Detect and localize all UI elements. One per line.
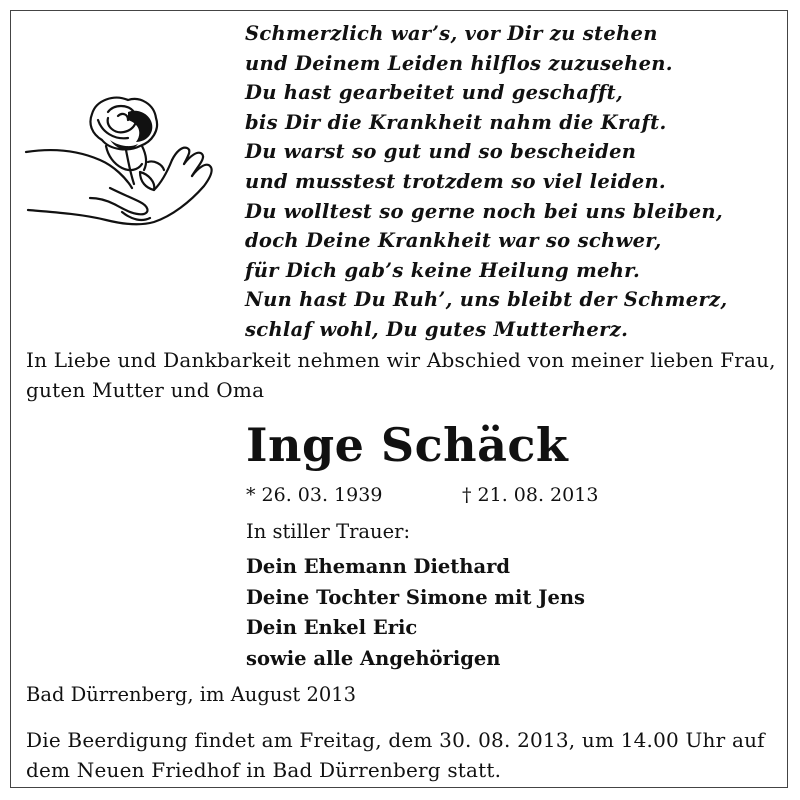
poem-line: für Dich gab’s keine Heilung mehr. [245, 258, 641, 282]
poem-line: bis Dir die Krankheit nahm die Kraft. [245, 110, 667, 134]
funeral-info: Die Beerdigung findet am Freitag, dem 30. 08. 2013, um 14.00 Uhr auf dem Neuen Friedhof in Bad Dürrenberg statt. [26, 728, 765, 782]
poem-line: Du wolltest so gerne noch bei uns bleiben, [245, 199, 723, 223]
mourning-label: In stiller Trauer: [246, 520, 411, 543]
place-date: Bad Dürrenberg, im August 2013 [26, 683, 357, 706]
deceased-name: Inge Schäck [246, 418, 569, 472]
mourner: Dein Enkel Eric [246, 616, 418, 639]
poem [245, 19, 785, 345]
death-date: † 21. 08. 2013 [462, 484, 599, 506]
poem-line: Nun hast Du Ruh’, uns bleibt der Schmerz, [245, 288, 728, 312]
poem-line: Du warst so gut und so bescheiden [245, 140, 637, 164]
mourner: Dein Ehemann Diethard [246, 555, 511, 578]
mourner: Deine Tochter Simone mit Jens [246, 585, 586, 609]
hand-holding-rose-icon [22, 90, 222, 250]
mourner: sowie alle Angehörigen [246, 646, 501, 670]
poem-line: doch Deine Krankheit war so schwer, [245, 229, 662, 253]
poem-line: und musstest trotzdem so viel leiden. [245, 169, 667, 193]
poem-line: schlaf wohl, Du gutes Mutterherz. [245, 317, 629, 341]
birth-date: * 26. 03. 1939 [246, 484, 383, 506]
poem-line: Du hast gearbeitet und geschafft, [245, 81, 624, 105]
poem-line: und Deinem Leiden hilflos zuzusehen. [245, 51, 673, 75]
poem-line: Schmerzlich war’s, vor Dir zu stehen [245, 22, 658, 45]
mourners-list [246, 552, 585, 674]
intro-text: In Liebe und Dankbarkeit nehmen wir Abschied von meiner lieben Frau, guten Mutter und Oma [26, 348, 776, 402]
